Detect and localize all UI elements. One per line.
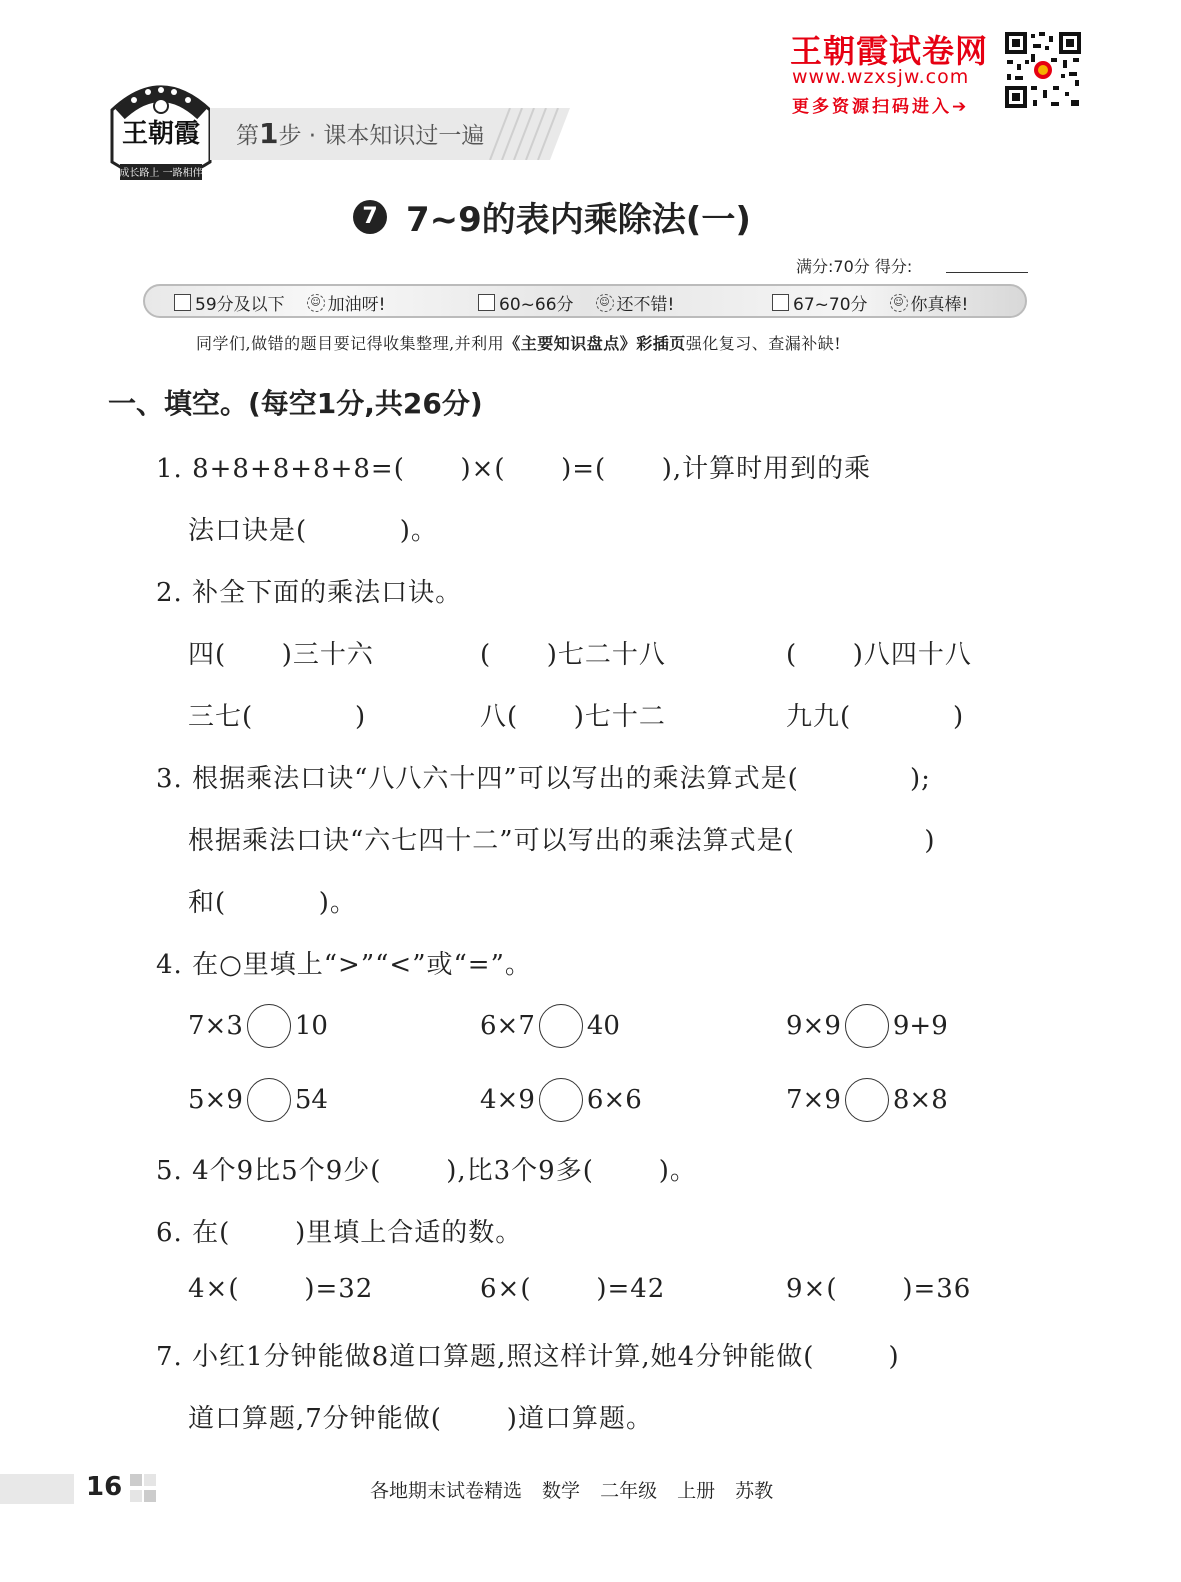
compare-circle[interactable] [539,1078,583,1122]
brand-scan-text: 更多资源扫码进入➔ [792,97,970,117]
question-2-item: ( )七二十八 [480,640,666,670]
smile-face-icon: ☺ [307,294,325,312]
footer-book-info: 各地期末试卷精选 数学 二年级 上册 苏教 [370,1480,774,1502]
wangzhaoxia-logo [106,70,216,192]
compare-item: 5×9 54 [188,1078,328,1122]
question-6-item: 6×( )=42 [480,1274,666,1304]
question-7-line-2: 道口算题,7分钟能做( )道口算题。 [188,1404,653,1434]
question-2-item: 九九( ) [786,702,965,732]
question-4-title: 4. 在○里填上“>”“<”或“=”。 [156,950,532,980]
page-title: 7~9的表内乘除法(一) [406,200,751,240]
compare-circle[interactable] [845,1078,889,1122]
score-label: 满分:70分 得分: [796,257,913,276]
brand-name: 王朝霞试卷网 [790,32,989,70]
compare-item: 7×9 8×8 [786,1078,948,1122]
compare-item: 4×9 6×6 [480,1078,642,1122]
page-number: 16 [86,1472,123,1502]
question-1-line-1: 1. 8+8+8+8+8=( )×( )=( ),计算时用到的乘 [156,454,872,484]
qr-code-icon[interactable] [1003,30,1083,110]
question-3-line-3: 和( )。 [188,888,357,918]
svg-text:王朝霞: 王朝霞 [121,119,201,149]
compare-circle[interactable] [845,1004,889,1048]
compare-circle[interactable] [247,1078,291,1122]
question-2-title: 2. 补全下面的乘法口诀。 [156,578,463,608]
question-5: 5. 4个9比5个9少( ),比3个9多( )。 [156,1156,697,1186]
question-6-title: 6. 在( )里填上合适的数。 [156,1218,523,1248]
footer-decoration [130,1474,156,1504]
grade-checkbox[interactable] [478,294,495,311]
question-2-item: 四( )三十六 [188,640,374,670]
question-6-item: 4×( )=32 [188,1274,374,1304]
question-3-line-1: 3. 根据乘法口诀“八八六十四”可以写出的乘法算式是( ); [156,764,931,794]
smile-face-icon: ☺ [596,294,614,312]
question-2-item: ( )八四十八 [786,640,972,670]
compare-item: 7×3 10 [188,1004,328,1048]
question-7-line-1: 7. 小红1分钟能做8道口算题,照这样计算,她4分钟能做( ) [156,1342,900,1372]
lesson-number-badge: 7 [353,200,387,234]
thumbs-up-icon: ☺ [890,294,908,312]
question-2-item: 三七( ) [188,702,367,732]
grade-option-2[interactable]: 60~66分 ☺ 还不错! [478,290,674,315]
footer-bar [0,1474,74,1504]
grade-option-3[interactable]: 67~70分 ☺ 你真棒! [772,290,968,315]
compare-item: 6×7 40 [480,1004,620,1048]
grade-checkbox[interactable] [174,294,191,311]
brand-url[interactable]: www.wzxsjw.com [792,66,970,88]
svg-text:成长路上 一路相伴: 成长路上 一路相伴 [119,168,203,179]
question-3-line-2: 根据乘法口诀“六七四十二”可以写出的乘法算式是( ) [188,826,936,856]
compare-circle[interactable] [247,1004,291,1048]
question-2-item: 八( )七十二 [480,702,666,732]
grade-checkbox[interactable] [772,294,789,311]
section-title: 一、填空。(每空1分,共26分) [108,387,483,420]
review-tip: 同学们,做错的题目要记得收集整理,并利用《主要知识盘点》彩插页强化复习、查漏补缺! [196,334,842,353]
step-label: 第1步 · 课本知识过一遍 [236,117,485,150]
question-6-item: 9×( )=36 [786,1274,972,1304]
compare-item: 9×9 9+9 [786,1004,948,1048]
grade-option-1[interactable]: 59分及以下 ☺ 加油呀! [174,290,385,315]
question-1-line-2: 法口诀是( )。 [188,516,438,546]
score-blank[interactable] [946,272,1028,273]
compare-circle[interactable] [539,1004,583,1048]
